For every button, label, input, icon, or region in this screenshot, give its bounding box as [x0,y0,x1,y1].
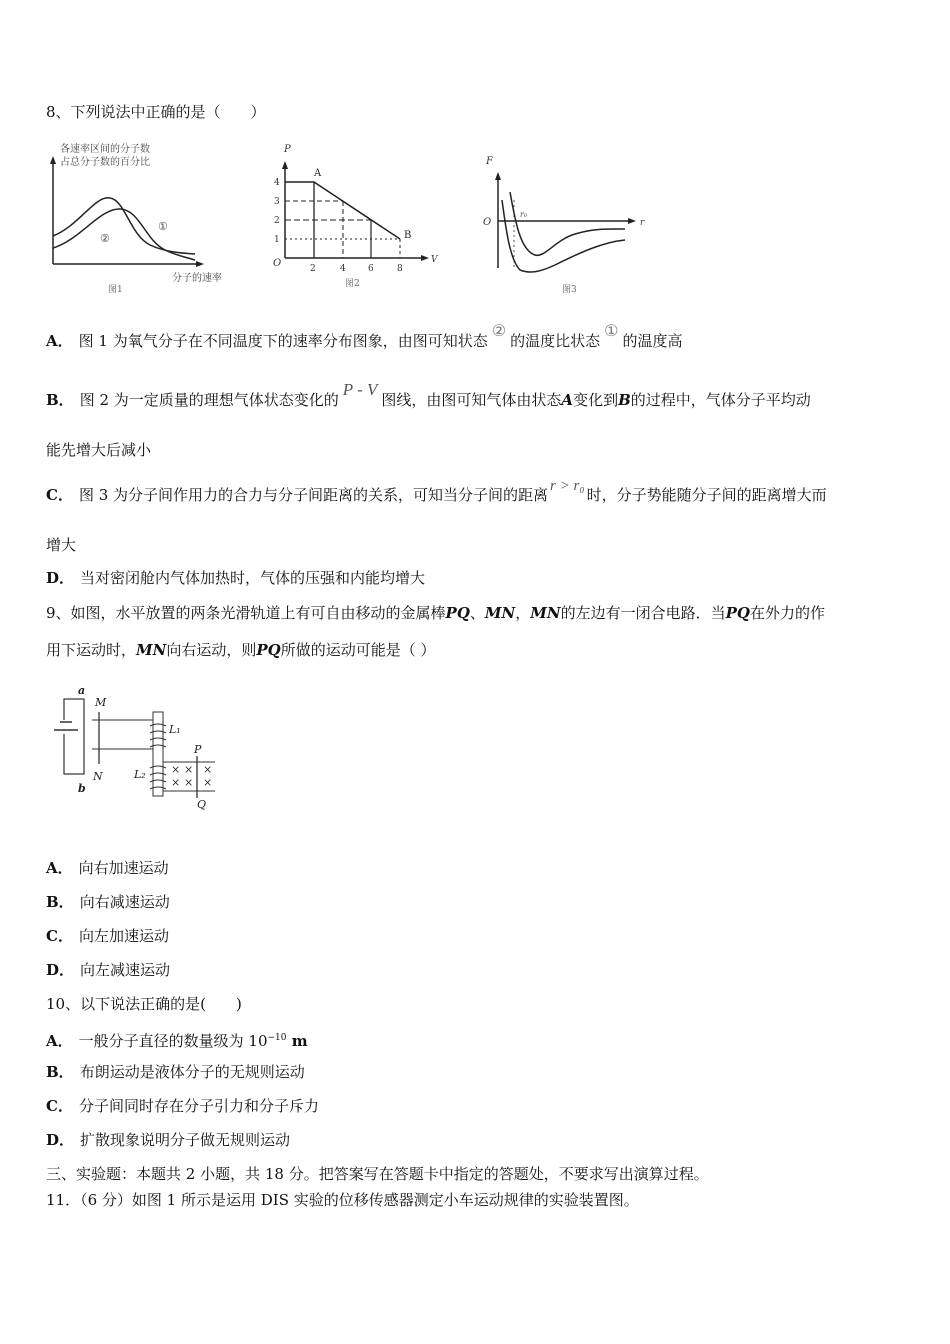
option-label: B． [46,391,74,409]
fig1-caption: 图1 [108,285,123,295]
label-n: N [93,770,103,783]
fig3-y-axis-label: F [486,156,493,167]
magnetic-field-x-marks [171,763,212,789]
label-a: a [78,684,86,697]
option-text: 图线，由图可知气体由状态 [381,391,562,409]
svg-text:×: × [184,776,194,789]
q8-option-d[interactable] [46,568,425,588]
svg-text:×: × [203,776,213,789]
svg-text:×: × [203,763,213,776]
q8-option-b[interactable] [46,380,811,410]
fig2-x-axis-label: V [431,255,438,265]
fig2-point-b: B [404,230,412,241]
fig3-caption: 图3 [562,285,577,295]
fig2-xtick: 6 [368,264,374,274]
label-l2: L₂ [134,768,146,781]
fig2-ytick: 4 [274,178,280,188]
question-8-title: 8、下列说法中正确的是（ ） [46,103,266,121]
question-10-title: 10、以下说法正确的是( ) [46,995,242,1013]
option-text: 图 3 为分子间作用力的合力与分子间距离的关系，可知当分子间的距离 [78,486,549,504]
q8-option-c[interactable] [46,478,827,506]
fig1-ylabel-1: 各速率区间的分子数 [60,144,150,155]
label-m: M [95,696,107,709]
q10-option-a[interactable]: A． 一般分子直径的数量级为 $10^{-10}$ m [46,1032,308,1050]
section-3-heading: 三、实验题：本题共 2 小题，共 18 分。把答案写在答题卡中指定的答题处，不要求写出演算过程。 [46,1165,709,1183]
option-text: 的温度高 [622,332,683,350]
option-text: 图 1 为氧气分子在不同温度下的速率分布图象，由图可知状态 [78,332,488,350]
question-9-line-1: 9、如图，水平放置的两条光滑轨道上有可自由移动的金属棒PQ、MN，MN的左边有一闭合电路．当PQ在外力的作 [46,604,825,622]
q10-option-b[interactable]: B． 布朗运动是液体分子的无规则运动 [46,1063,305,1081]
fig3-r0-label: r₀ [520,210,528,219]
option-text: 变化到 [573,391,619,409]
question-11-text: 11．（6 分）如图 1 所示是运用 DIS 实验的位移传感器测定小车运动规律的实验装置图。 [46,1191,639,1209]
r-math: r > r₀ [550,478,585,494]
fig2-point-a: A [314,168,322,179]
label-b: b [78,782,86,795]
q9-option-d[interactable]: D． 向左减速运动 [46,961,171,979]
fig2-xtick: 8 [397,264,403,274]
fig3-x-axis-label: r [640,218,645,228]
state-1-symbol: ① [604,321,619,340]
fig1-xlabel: 分子的速率 [172,273,222,284]
fig2-y-axis-label: P [284,144,291,155]
option-text: 当对密闭舱内气体加热时，气体的压强和内能均增大 [80,569,426,587]
label-q: Q [197,798,207,811]
figure-3-force-distance [460,140,660,300]
option-text: 时，分子势能随分子间的距离增大而 [586,486,827,504]
question-9-line-2: 用下运动时，MN向右运动，则PQ所做的运动可能是（ ） [46,641,436,659]
fig2-ytick: 2 [274,216,280,226]
pv-math: P - V [342,380,378,399]
figure-1-speed-distribution [40,140,240,300]
fig2-caption: 图2 [345,279,360,289]
label-l1: L₁ [169,723,181,736]
q8-option-c-cont: 增大 [46,536,77,554]
fig3-origin: O [483,217,492,228]
option-label: C． [46,486,73,504]
fig2-xtick: 4 [340,264,346,274]
svg-text:×: × [171,776,181,789]
svg-text:×: × [171,763,181,776]
figure-2-pv-graph [270,140,440,300]
q8-option-b-cont: 能先增大后减小 [46,441,152,459]
option-text: 图 2 为一定质量的理想气体状态变化的 [79,391,339,409]
q10-option-d[interactable]: D． 扩散现象说明分子做无规则运动 [46,1131,291,1149]
fig2-ytick: 3 [274,197,280,207]
label-p: P [194,743,202,756]
fig1-ylabel-2: 占总分子数的百分比 [60,157,150,168]
fig1-curve1-label: ① [158,220,168,233]
option-label: A． [46,332,73,350]
fig2-xtick: 2 [310,264,316,274]
fig1-curve2-label: ② [100,232,110,245]
q9-circuit-diagram [40,680,240,820]
q10-option-c[interactable]: C． 分子间同时存在分子引力和分子斥力 [46,1097,319,1115]
q9-option-c[interactable]: C． 向左加速运动 [46,927,169,945]
q9-option-b[interactable]: B． 向右减速运动 [46,893,170,911]
state-2-symbol: ② [491,321,507,340]
q8-option-a[interactable] [46,321,683,351]
option-label: D． [46,569,75,587]
svg-text:×: × [184,763,194,776]
state-a: A [561,391,574,409]
option-text: 的温度比状态 [510,332,601,350]
fig2-origin: O [273,258,282,269]
fig2-ytick: 1 [274,235,280,245]
q9-option-a[interactable]: A． 向右加速运动 [46,859,169,877]
state-b: B [618,391,631,409]
option-text: 的过程中，气体分子平均动 [630,391,811,409]
